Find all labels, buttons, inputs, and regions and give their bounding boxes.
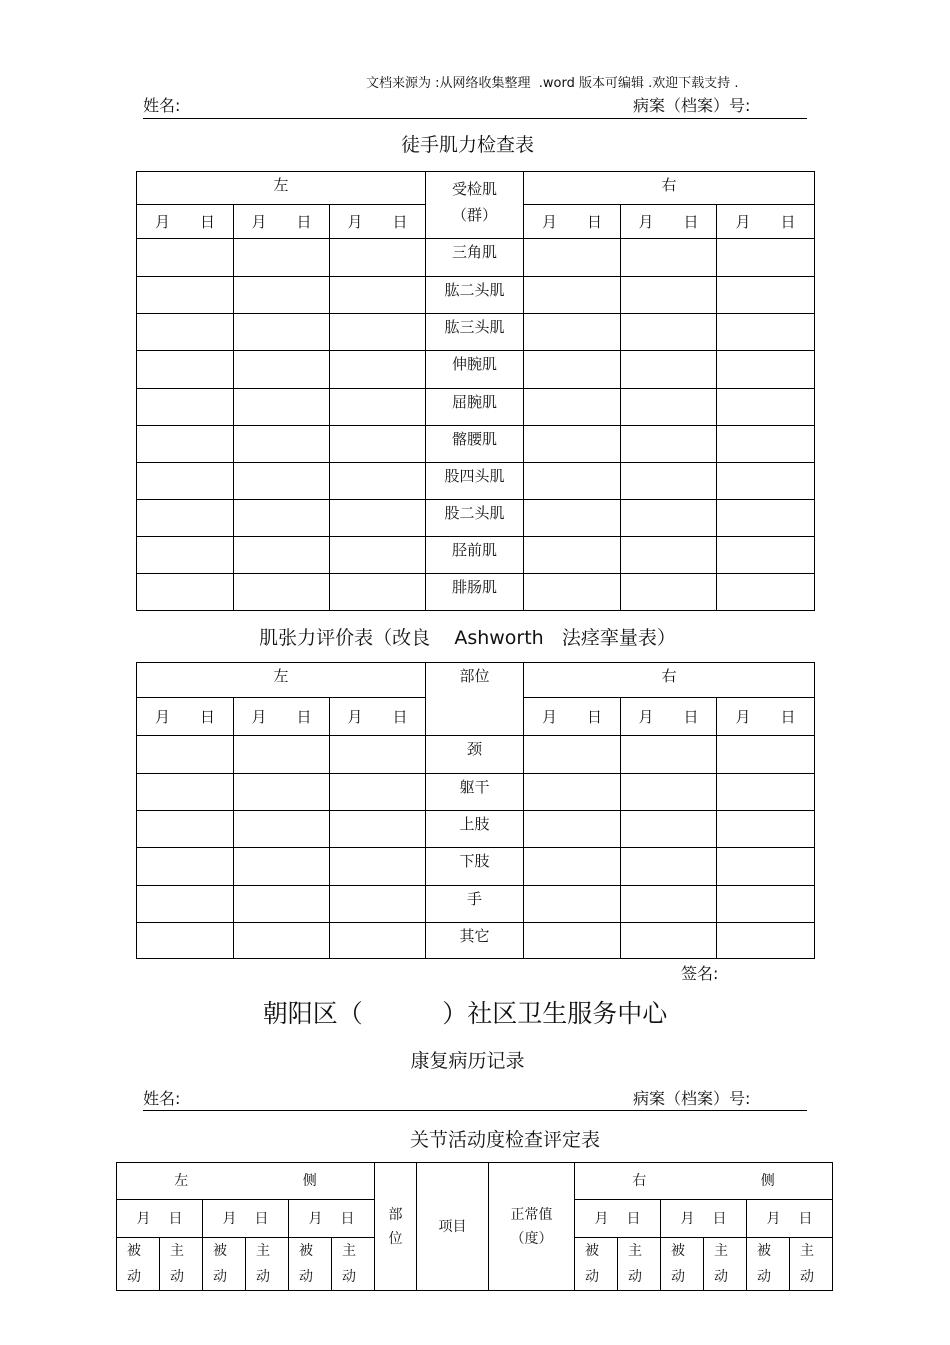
- entry-cell[interactable]: [524, 574, 621, 611]
- entry-cell[interactable]: [234, 463, 330, 500]
- month-label: 月: [680, 1210, 695, 1227]
- row-label: 颈: [426, 736, 524, 774]
- entry-cell[interactable]: [717, 811, 815, 848]
- entry-cell[interactable]: [717, 239, 815, 277]
- entry-cell[interactable]: [621, 774, 717, 811]
- table-row: [137, 426, 815, 463]
- entry-cell[interactable]: [137, 811, 234, 848]
- date-header: [137, 205, 234, 239]
- entry-cell[interactable]: [330, 463, 426, 500]
- side-label: 侧: [760, 1173, 775, 1189]
- day-label: 日: [340, 1210, 355, 1227]
- entry-cell[interactable]: [717, 463, 815, 500]
- entry-cell[interactable]: [524, 277, 621, 314]
- entry-cell[interactable]: [717, 923, 815, 959]
- entry-cell[interactable]: [621, 463, 717, 500]
- month-label: 月: [222, 1210, 237, 1227]
- community-center-title: 朝阳区（ ）社区卫生服务中心: [262, 999, 668, 1028]
- entry-cell[interactable]: [330, 736, 426, 774]
- date-header: [661, 1200, 747, 1238]
- entry-cell[interactable]: [621, 314, 717, 351]
- entry-cell[interactable]: [524, 500, 621, 537]
- table-row: [137, 537, 815, 574]
- entry-cell[interactable]: [330, 426, 426, 463]
- entry-cell[interactable]: [330, 886, 426, 923]
- row-label: 伸腕肌: [426, 351, 524, 389]
- left-side-header: 左: [137, 172, 426, 205]
- entry-cell[interactable]: [717, 537, 815, 574]
- row-label: 手: [426, 886, 524, 923]
- entry-cell[interactable]: [330, 314, 426, 351]
- entry-cell[interactable]: [330, 277, 426, 314]
- entry-cell[interactable]: [524, 314, 621, 351]
- entry-cell[interactable]: [234, 886, 330, 923]
- month-label: 月: [542, 212, 558, 231]
- entry-cell[interactable]: [234, 923, 330, 959]
- date-header: [717, 698, 815, 736]
- row-label: 股四头肌: [426, 463, 524, 500]
- table-row: [137, 574, 815, 611]
- entry-cell[interactable]: [330, 239, 426, 277]
- left-side-header: [117, 1163, 375, 1200]
- table-row: [137, 389, 815, 426]
- day-label: 日: [780, 707, 796, 726]
- tested-muscle-header: 受检肌 （群）: [426, 172, 524, 239]
- entry-cell[interactable]: [524, 923, 621, 959]
- entry-cell[interactable]: [330, 537, 426, 574]
- entry-cell[interactable]: [621, 351, 717, 389]
- entry-cell[interactable]: [234, 774, 330, 811]
- right-label: 右: [632, 1173, 647, 1189]
- row-label: 股二头肌: [426, 500, 524, 537]
- table-row: [137, 923, 815, 959]
- day-label: 日: [683, 707, 699, 726]
- entry-cell[interactable]: [524, 537, 621, 574]
- left-side-header: 左: [137, 663, 426, 698]
- date-header: [747, 1200, 833, 1238]
- day-label: 日: [587, 707, 603, 726]
- day-label: 日: [200, 707, 216, 726]
- entry-cell[interactable]: [234, 811, 330, 848]
- muscle-strength-title: 徒手肌力检查表: [400, 134, 534, 156]
- entry-cell[interactable]: [137, 923, 234, 959]
- entry-cell[interactable]: [621, 811, 717, 848]
- table-row: [137, 774, 815, 811]
- entry-cell[interactable]: [717, 351, 815, 389]
- day-label: 日: [780, 212, 796, 231]
- active-label: 主 动: [704, 1238, 747, 1291]
- entry-cell[interactable]: [621, 277, 717, 314]
- month-label: 月: [154, 212, 170, 231]
- passive-label: 被 动: [289, 1238, 332, 1291]
- entry-cell[interactable]: [137, 537, 234, 574]
- entry-cell[interactable]: [137, 239, 234, 277]
- muscle-tone-title: 肌张力评价表（改良 Ashworth 法痉挛量表）: [259, 627, 676, 649]
- entry-cell[interactable]: [524, 389, 621, 426]
- joint-position-header: 部 位: [375, 1163, 417, 1291]
- date-header: [621, 205, 717, 239]
- right-side-header: 右: [524, 663, 815, 698]
- day-label: 日: [254, 1210, 269, 1227]
- row-label: 其它: [426, 923, 524, 959]
- entry-cell[interactable]: [621, 500, 717, 537]
- joint-rom-table: [116, 1162, 833, 1291]
- entry-cell[interactable]: [621, 239, 717, 277]
- entry-cell[interactable]: [621, 537, 717, 574]
- entry-cell[interactable]: [524, 736, 621, 774]
- day-label: 日: [296, 707, 312, 726]
- row-label: 胫前肌: [426, 537, 524, 574]
- date-header: [717, 205, 815, 239]
- right-side-header: 右: [524, 172, 815, 205]
- document-source-note: 文档来源为 :从网络收集整理 .word 版本可编辑 .欢迎下载支持 .: [366, 76, 739, 91]
- month-label: 月: [638, 212, 654, 231]
- entry-cell[interactable]: [524, 351, 621, 389]
- entry-cell[interactable]: [137, 886, 234, 923]
- joint-rom-title: 关节活动度检查评定表: [409, 1129, 600, 1151]
- row-label: 三角肌: [426, 239, 524, 277]
- entry-cell[interactable]: [717, 574, 815, 611]
- entry-cell[interactable]: [137, 426, 234, 463]
- row-label: 肱三头肌: [426, 314, 524, 351]
- entry-cell[interactable]: [137, 848, 234, 886]
- entry-cell[interactable]: [717, 314, 815, 351]
- record-number-label: 病案（档案）号:: [633, 1089, 751, 1108]
- entry-cell[interactable]: [621, 923, 717, 959]
- name-label: 姓名:: [143, 96, 181, 115]
- entry-cell[interactable]: [524, 848, 621, 886]
- entry-cell[interactable]: [137, 736, 234, 774]
- passive-label: 被 动: [575, 1238, 618, 1291]
- entry-cell[interactable]: [330, 774, 426, 811]
- table-row: [137, 500, 815, 537]
- entry-cell[interactable]: [234, 239, 330, 277]
- entry-cell[interactable]: [717, 500, 815, 537]
- entry-cell[interactable]: [524, 463, 621, 500]
- day-label: 日: [392, 707, 408, 726]
- entry-cell[interactable]: [524, 239, 621, 277]
- entry-cell[interactable]: [524, 886, 621, 923]
- entry-cell[interactable]: [330, 389, 426, 426]
- date-header: [575, 1200, 661, 1238]
- month-label: 月: [766, 1210, 781, 1227]
- active-label: 主 动: [332, 1238, 375, 1291]
- date-header: [203, 1200, 289, 1238]
- entry-cell[interactable]: [137, 463, 234, 500]
- entry-cell[interactable]: [137, 774, 234, 811]
- month-label: 月: [594, 1210, 609, 1227]
- entry-cell[interactable]: [330, 923, 426, 959]
- date-header: [330, 698, 426, 736]
- entry-cell[interactable]: [234, 351, 330, 389]
- date-header: [621, 698, 717, 736]
- entry-cell[interactable]: [621, 886, 717, 923]
- entry-cell[interactable]: [137, 277, 234, 314]
- entry-cell[interactable]: [524, 811, 621, 848]
- active-label: 主 动: [246, 1238, 289, 1291]
- header-rule: [143, 118, 807, 119]
- month-label: 月: [638, 707, 654, 726]
- day-label: 日: [392, 212, 408, 231]
- entry-cell[interactable]: [137, 314, 234, 351]
- entry-cell[interactable]: [234, 574, 330, 611]
- row-label: 躯干: [426, 774, 524, 811]
- right-side-header: [575, 1163, 833, 1200]
- table-row: [137, 351, 815, 389]
- position-header: 部位: [426, 663, 524, 736]
- entry-cell[interactable]: [621, 736, 717, 774]
- month-label: 月: [347, 707, 363, 726]
- entry-cell[interactable]: [621, 426, 717, 463]
- entry-cell[interactable]: [524, 774, 621, 811]
- date-header: [330, 205, 426, 239]
- entry-cell[interactable]: [234, 389, 330, 426]
- entry-cell[interactable]: [621, 389, 717, 426]
- table-row: [137, 239, 815, 277]
- active-label: 主 动: [160, 1238, 203, 1291]
- normal-value-header: 正常值 （度）: [489, 1163, 575, 1291]
- active-label: 主 动: [618, 1238, 661, 1291]
- row-label: 腓肠肌: [426, 574, 524, 611]
- table-row: [137, 848, 815, 886]
- entry-cell[interactable]: [717, 774, 815, 811]
- entry-cell[interactable]: [621, 848, 717, 886]
- month-label: 月: [251, 707, 267, 726]
- month-label: 月: [735, 707, 751, 726]
- date-header: [234, 205, 330, 239]
- table-row: [137, 736, 815, 774]
- day-label: 日: [168, 1210, 183, 1227]
- table-row: [137, 886, 815, 923]
- entry-cell[interactable]: [330, 811, 426, 848]
- table-row: [137, 277, 815, 314]
- date-header: [234, 698, 330, 736]
- month-label: 月: [251, 212, 267, 231]
- record-number-label: 病案（档案）号:: [633, 96, 751, 115]
- month-label: 月: [735, 212, 751, 231]
- row-label: 屈腕肌: [426, 389, 524, 426]
- table-row: [137, 314, 815, 351]
- month-label: 月: [542, 707, 558, 726]
- entry-cell[interactable]: [330, 848, 426, 886]
- entry-cell[interactable]: [717, 886, 815, 923]
- entry-cell[interactable]: [717, 848, 815, 886]
- passive-label: 被 动: [747, 1238, 790, 1291]
- entry-cell[interactable]: [717, 389, 815, 426]
- row-label: 髂腰肌: [426, 426, 524, 463]
- row-label: 上肢: [426, 811, 524, 848]
- entry-cell[interactable]: [717, 736, 815, 774]
- entry-cell[interactable]: [234, 736, 330, 774]
- entry-cell[interactable]: [234, 426, 330, 463]
- muscle-tone-table: [136, 662, 815, 959]
- row-label: 下肢: [426, 848, 524, 886]
- month-label: 月: [308, 1210, 323, 1227]
- day-label: 日: [626, 1210, 641, 1227]
- day-label: 日: [200, 212, 216, 231]
- entry-cell[interactable]: [717, 426, 815, 463]
- entry-cell[interactable]: [137, 500, 234, 537]
- header-rule: [143, 1110, 807, 1111]
- month-label: 月: [154, 707, 170, 726]
- date-header: [524, 698, 621, 736]
- entry-cell[interactable]: [234, 537, 330, 574]
- entry-cell[interactable]: [330, 351, 426, 389]
- date-header: [289, 1200, 375, 1238]
- muscle-strength-table: [136, 171, 815, 611]
- entry-cell[interactable]: [234, 848, 330, 886]
- table-row: [137, 463, 815, 500]
- item-header: 项目: [417, 1163, 489, 1291]
- rehab-record-title: 康复病历记录: [410, 1050, 525, 1072]
- entry-cell[interactable]: [234, 277, 330, 314]
- entry-cell[interactable]: [234, 314, 330, 351]
- entry-cell[interactable]: [717, 277, 815, 314]
- day-label: 日: [296, 212, 312, 231]
- active-label: 主 动: [790, 1238, 833, 1291]
- side-label: 侧: [302, 1173, 317, 1189]
- date-header: [137, 698, 234, 736]
- month-label: 月: [136, 1210, 151, 1227]
- entry-cell[interactable]: [137, 351, 234, 389]
- day-label: 日: [712, 1210, 727, 1227]
- entry-cell[interactable]: [621, 574, 717, 611]
- passive-label: 被 动: [661, 1238, 704, 1291]
- day-label: 日: [798, 1210, 813, 1227]
- table-row: [137, 811, 815, 848]
- entry-cell[interactable]: [330, 500, 426, 537]
- passive-label: 被 动: [203, 1238, 246, 1291]
- entry-cell[interactable]: [234, 500, 330, 537]
- name-label: 姓名:: [143, 1089, 181, 1108]
- date-header: [117, 1200, 203, 1238]
- entry-cell[interactable]: [137, 389, 234, 426]
- month-label: 月: [347, 212, 363, 231]
- day-label: 日: [683, 212, 699, 231]
- signature-label: 签名:: [681, 964, 719, 983]
- entry-cell[interactable]: [524, 426, 621, 463]
- date-header: [524, 205, 621, 239]
- passive-label: 被 动: [117, 1238, 160, 1291]
- entry-cell[interactable]: [137, 574, 234, 611]
- entry-cell[interactable]: [330, 574, 426, 611]
- left-label: 左: [174, 1173, 189, 1189]
- day-label: 日: [587, 212, 603, 231]
- row-label: 肱二头肌: [426, 277, 524, 314]
